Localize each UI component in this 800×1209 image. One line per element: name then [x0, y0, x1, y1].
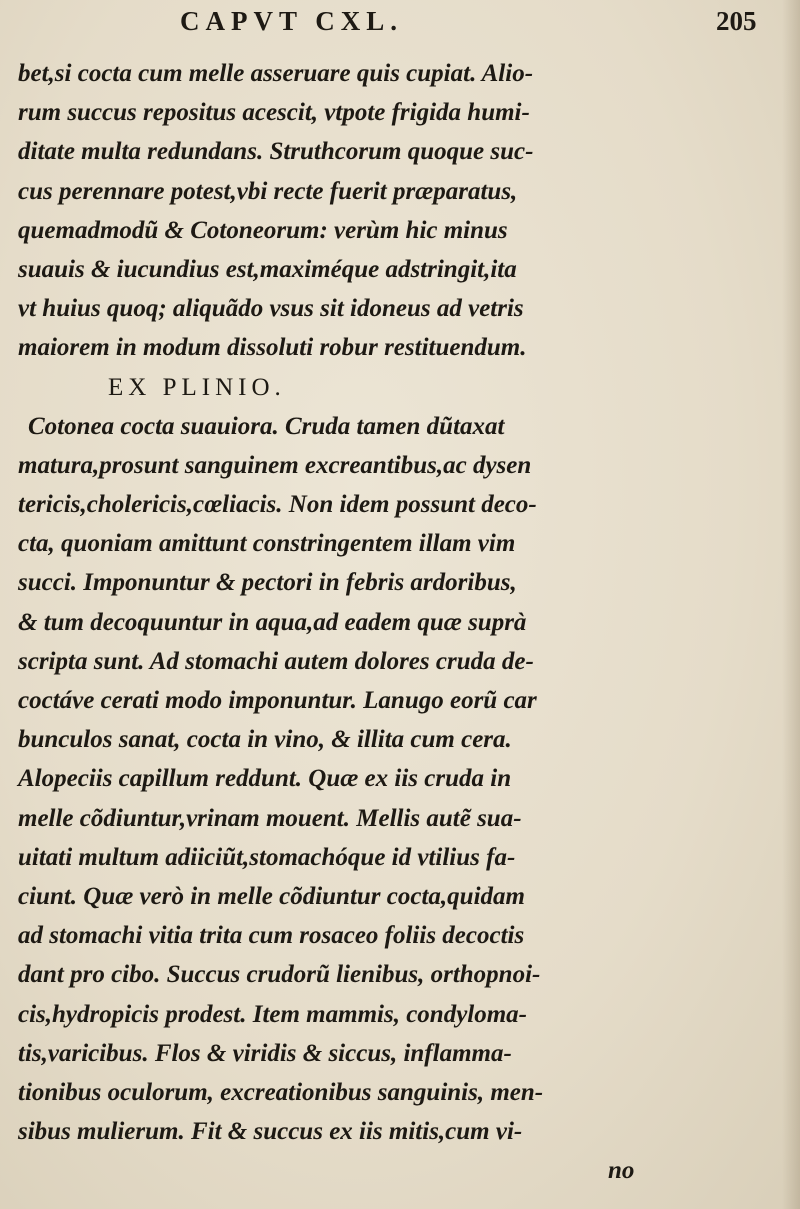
text-line: vt huius quoq; aliquãdo vsus sit idoneus ad vetris	[18, 295, 524, 323]
text-line: & tum decoquuntur in aqua,ad eadem quæ suprà	[18, 608, 527, 636]
text-line: uitati multum adiiciũt,stomachóque id vtilius fa-	[18, 843, 516, 871]
section-heading: EX PLINIO.	[108, 373, 286, 401]
body-text	[18, 54, 658, 1190]
catchword: no	[608, 1157, 635, 1185]
text-line: quemadmodũ & Cotoneorum: verùm hic minus	[18, 216, 508, 244]
text-line: coctáve cerati modo imponuntur. Lanugo eorũ car	[18, 687, 537, 714]
text-line: Alopeciis capillum reddunt. Quæ ex iis cruda in	[18, 765, 512, 793]
text-line: ad stomachi vitia trita cum rosaceo foliis decoctis	[18, 922, 525, 950]
text-line: dant pro cibo. Succus crudorũ lienibus, orthopnoi-	[18, 961, 541, 989]
text-line: cus perennare potest,vbi recte fuerit præparatus,	[18, 177, 518, 205]
running-head: CAPVT CXL.	[180, 6, 404, 36]
text-line: rum succus repositus acescit, vtpote frigida humi-	[18, 99, 530, 127]
text-line: maiorem in modum dissoluti robur restituendum.	[18, 334, 527, 362]
text-line: succi. Imponuntur & pectori in febris ardoribus,	[18, 569, 517, 597]
text-line: sibus mulierum. Fit & succus ex iis mitis,cum vi-	[18, 1118, 523, 1146]
text-line: matura,prosunt sanguinem excreantibus,ac dysen	[18, 451, 532, 479]
text-line: bet,si cocta cum melle asseruare quis cupiat. Alio-	[18, 60, 534, 87]
text-line: bunculos sanat, cocta in vino, & illita cum cera.	[18, 726, 512, 754]
text-line: ciunt. Quæ verò in melle cõdiuntur cocta,quidam	[18, 882, 525, 910]
text-line: ditate multa redundans. Struthcorum quoque suc-	[18, 138, 534, 166]
text-line: scripta sunt. Ad stomachi autem dolores cruda de-	[18, 647, 534, 675]
text-line: tericis,cholericis,cœliacis. Non idem possunt deco-	[18, 491, 537, 519]
text-line: tionibus oculorum, excreationibus sanguinis, men-	[18, 1078, 544, 1106]
text-line: suauis & iucundius est,maximéque adstringit,ita	[18, 255, 517, 283]
page-number: 205	[716, 6, 757, 36]
text-line: tis,varicibus. Flos & viridis & siccus, inflamma-	[18, 1039, 512, 1067]
text-line: Cotonea cocta suauiora. Cruda tamen dũtaxat	[28, 412, 505, 440]
page-header	[0, 6, 800, 46]
text-line: melle cõdiuntur,vrinam mouent. Mellis autẽ sua-	[18, 804, 522, 832]
text-line: cta, quoniam amittunt constringentem illam vim	[18, 530, 516, 558]
page-edge-shadow	[782, 0, 800, 1209]
text-line: cis,hydropicis prodest. Item mammis, condyloma-	[18, 1000, 528, 1028]
